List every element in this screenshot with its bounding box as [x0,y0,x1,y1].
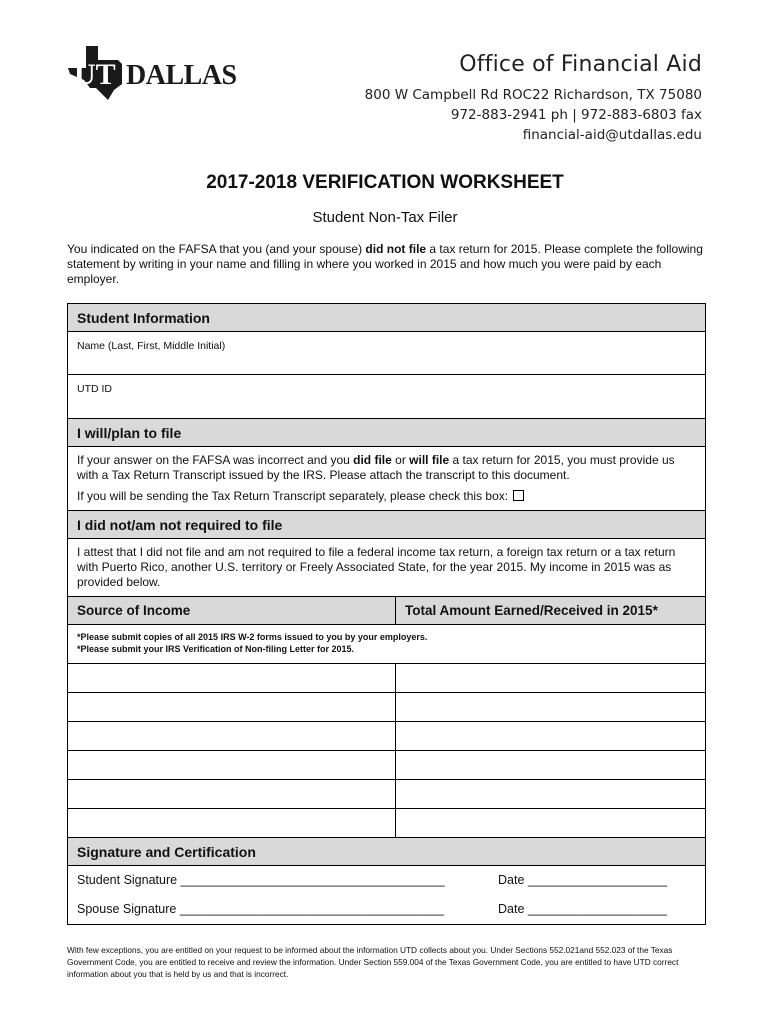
source-of-income-header: Source of Income [68,597,396,624]
student-signature-field[interactable]: Student Signature ______________________________________ [77,873,445,887]
income-source-cell[interactable] [68,780,396,808]
name-label: Name (Last, First, Middle Initial) [77,340,226,352]
income-amount-cell[interactable] [396,809,705,837]
total-amount-header: Total Amount Earned/Received in 2015* [405,603,658,618]
income-table-header [68,596,705,625]
table-row [68,722,705,751]
table-row [68,693,705,722]
spouse-signature-field[interactable]: Spouse Signature ______________________________________ [77,902,445,916]
table-row [68,664,705,693]
office-contact-block [365,52,702,145]
income-amount-cell[interactable] [396,664,705,692]
signature-heading: Signature and Certification [68,837,705,866]
name-field[interactable] [68,332,705,375]
will-file-heading: I will/plan to file [68,418,705,447]
non-filing-note: *Please submit your IRS Verification of Non-filing Letter for 2015. [77,644,355,654]
office-address: 800 W Campbell Rd ROC22 Richardson, TX 75080 [364,87,702,103]
send-separately-checkbox[interactable] [513,490,524,501]
w2-note: *Please submit copies of all 2015 IRS W-2 forms issued to you by your employers. [77,632,428,642]
student-date-field[interactable]: Date ____________________ [498,873,667,887]
office-name: Office of Financial Aid [459,52,702,77]
income-amount-cell[interactable] [396,751,705,779]
income-source-cell[interactable] [68,693,396,721]
table-row [68,780,705,809]
send-separately-text: If you will be sending the Tax Return Transcript separately, please check this box: [68,483,705,510]
document-subtitle: Student Non-Tax Filer [312,209,458,226]
will-file-text: If your answer on the FAFSA was incorrect and you did file or will file a tax return for 2015, you must provide us with a Tax Return Transcript issued by the IRS. Please attach the transcript to this document. [77,453,675,482]
spouse-date-field[interactable]: Date ____________________ [498,902,667,916]
attestation-text: I attest that I did not file and am not required to file a federal income tax return, a foreign tax return or a tax return with Puerto Rico, another U.S. territory or Freely Associated State, for the year 2015. My income in 2015 was as provided below. [77,545,676,589]
utd-id-field[interactable] [68,375,705,418]
income-source-cell[interactable] [68,809,396,837]
office-phone-fax: 972-883-2941 ph | 972-883-6803 fax [450,107,702,123]
income-notes [68,625,705,664]
ut-dallas-logo [66,44,256,104]
document-title: 2017-2018 VERIFICATION WORKSHEET [206,172,564,193]
income-amount-cell[interactable] [396,780,705,808]
income-amount-cell[interactable] [396,722,705,750]
student-signature-row [68,866,705,895]
spouse-signature-row [68,895,705,924]
office-email: financial-aid@utdallas.edu [522,127,702,143]
income-amount-cell[interactable] [396,693,705,721]
worksheet-form [67,303,706,925]
logo-dallas: DALLAS [126,60,237,91]
privacy-footer: With few exceptions, you are entitled on your request to be informed about the information UTD collects about you. Under Sections 552.021and 552.023 of the Texas Government Code, you are entitled to receive and review the information. Under Section 559.004 of the Texas Government Code, you are entitled to have UTD correct information about you that is held by us and that is incorrect. [67,945,679,979]
student-info-heading: Student Information [68,304,705,332]
utd-id-label: UTD ID [77,383,112,395]
table-row [68,809,705,837]
intro-paragraph: You indicated on the FAFSA that you (and your spouse) did not file a tax return for 2015. Please complete the following statement by writing in your name and filling in where you worked in 2015 and how much you were paid by each employer. [67,242,703,286]
not-required-heading: I did not/am not required to file [68,510,705,539]
income-source-cell[interactable] [68,664,396,692]
income-source-cell[interactable] [68,751,396,779]
income-source-cell[interactable] [68,722,396,750]
logo-ut: UT [74,58,116,91]
table-row [68,751,705,780]
